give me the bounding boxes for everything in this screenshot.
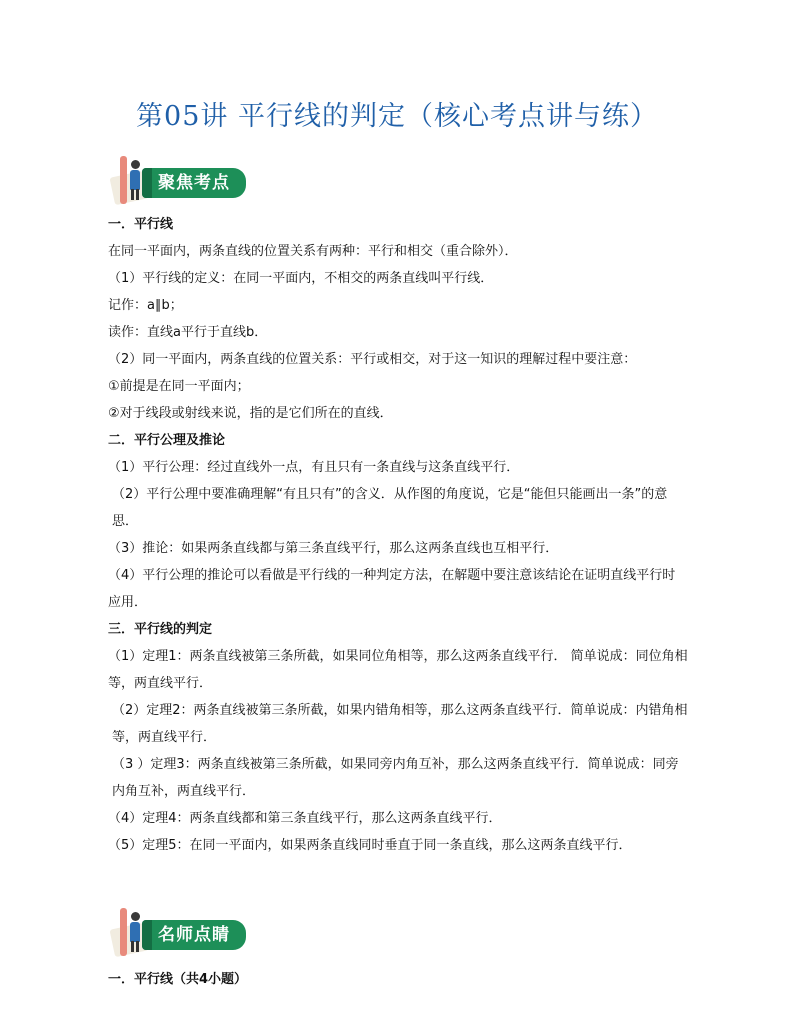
pencil-icon	[120, 908, 127, 956]
section-heading: 三．平行线的判定	[108, 622, 213, 637]
paragraph: 记作：a∥b；	[108, 298, 183, 313]
paragraph: 读作：直线a平行于直线b．	[108, 325, 268, 340]
section-heading: 二．平行公理及推论	[108, 433, 226, 448]
paragraph: （1）定理1：两条直线被第三条所截，如果同位角相等，那么这两条直线平行． 简单说成：同位角相等，两直线平行．	[108, 649, 688, 691]
teacher-icon	[128, 160, 142, 200]
section-heading: 一．平行线（共4小题）	[108, 972, 248, 987]
teacher-icon	[128, 912, 142, 952]
section-badge-tips	[108, 906, 248, 962]
paragraph: ②对于线段或射线来说，指的是它们所在的直线．	[108, 406, 393, 421]
badge-label: 名师点睛	[142, 920, 246, 950]
paragraph: （4）定理4：两条直线都和第三条直线平行，那么这两条直线平行．	[108, 811, 502, 826]
paragraph: ①前提是在同一平面内；	[108, 379, 250, 394]
paragraph: （3 ）定理3：两条直线被第三条所截，如果同旁内角互补，那么这两条直线平行．简单说成：同旁内角互补，两直线平行．	[112, 757, 679, 799]
paragraph: （2）同一平面内，两条直线的位置关系：平行或相交，对于这一知识的理解过程中要注意：	[108, 352, 637, 367]
paragraph: （4）平行公理的推论可以看做是平行线的一种判定方法，在解题中要注意该结论在证明直线平行时应用．	[108, 568, 676, 610]
section-heading: 一．平行线	[108, 217, 174, 232]
paragraph: （1）平行线的定义：在同一平面内，不相交的两条直线叫平行线．	[108, 271, 494, 286]
pencil-icon	[120, 156, 127, 204]
document-body	[108, 211, 688, 859]
paragraph: （2）定理2：两条直线被第三条所截，如果内错角相等，那么这两条直线平行．简单说成：内错角相等，两直线平行．	[112, 703, 688, 745]
paragraph: （5）定理5：在同一平面内，如果两条直线同时垂直于同一条直线，那么这两条直线平行．	[108, 838, 632, 853]
section-badge-focus	[108, 154, 248, 210]
paragraph: （1）平行公理：经过直线外一点，有且只有一条直线与这条直线平行．	[108, 460, 520, 475]
badge-label: 聚焦考点	[142, 168, 246, 198]
paragraph: 在同一平面内，两条直线的位置关系有两种：平行和相交（重合除外）．	[108, 244, 518, 259]
paragraph: （2）平行公理中要准确理解“有且只有”的含义．从作图的角度说，它是“能但只能画出一条”的意思．	[112, 487, 668, 529]
paragraph: （3）推论：如果两条直线都与第三条直线平行，那么这两条直线也互相平行．	[108, 541, 559, 556]
page-title: 第05讲 平行线的判定（核心考点讲与练）	[136, 101, 658, 132]
